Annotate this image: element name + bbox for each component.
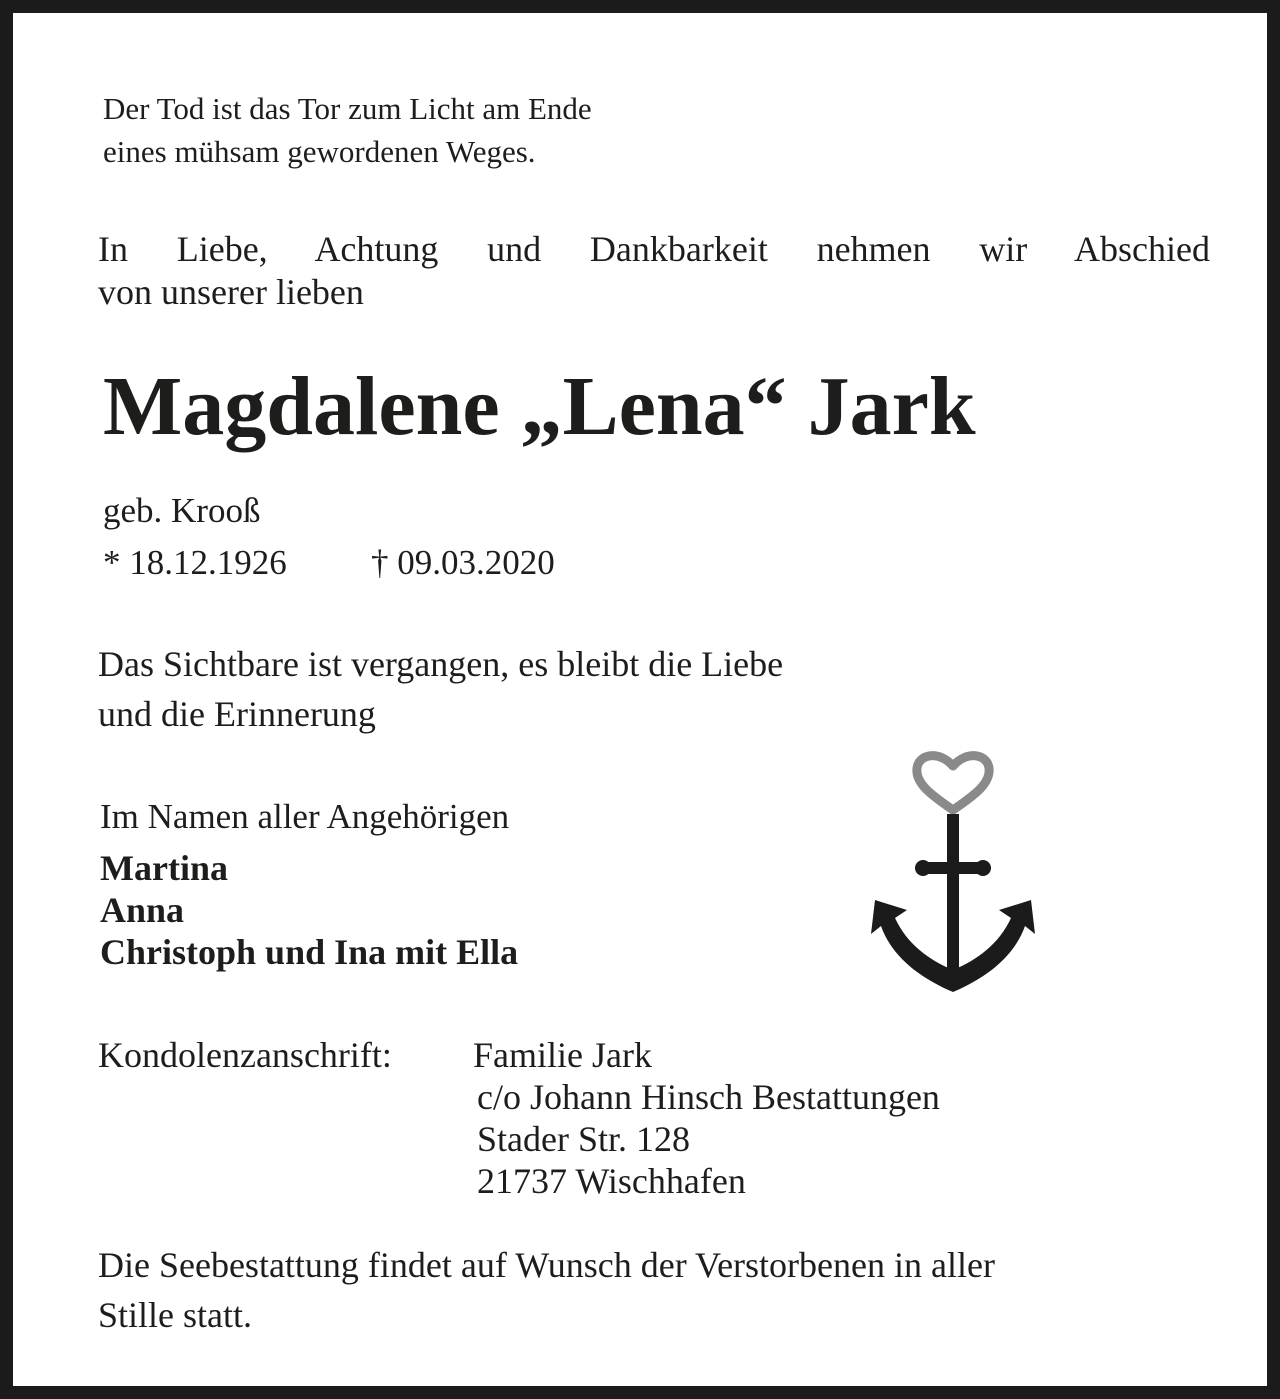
- deceased-name: Magdalene „Lena“ Jark: [103, 360, 976, 453]
- death-date: † 09.03.2020: [371, 543, 555, 582]
- mourner-name: Christoph und Ina mit Ella: [100, 932, 519, 972]
- final-note-line-1: Die Seebestattung findet auf Wunsch der Verstorbenen in aller: [98, 1245, 995, 1285]
- condolence-address-line: 21737 Wischhafen: [477, 1161, 746, 1201]
- verse-line-1: Das Sichtbare ist vergangen, es bleibt die Liebe: [98, 644, 784, 684]
- birth-date: * 18.12.1926: [103, 543, 287, 582]
- intro-line-1: In Liebe, Achtung und Dankbarkeit nehmen wir Abschied: [98, 229, 1210, 269]
- maiden-name: geb. Krooß: [103, 491, 261, 530]
- condolence-address-line: Stader Str. 128: [477, 1119, 690, 1159]
- mourner-name: Martina: [100, 848, 228, 888]
- condolence-address-line: c/o Johann Hinsch Bestattungen: [477, 1077, 940, 1117]
- condolence-label: Kondolenzanschrift:: [98, 1035, 392, 1075]
- mourners-intro: Im Namen aller Angehörigen: [100, 797, 510, 836]
- intro-line-2: von unserer lieben: [98, 272, 364, 312]
- anchor-stock: [923, 862, 983, 874]
- final-note-line-2: Stille statt.: [98, 1295, 253, 1335]
- heart-anchor-icon: [863, 748, 1043, 998]
- motto-line-1: Der Tod ist das Tor zum Licht am Ende: [103, 91, 592, 126]
- motto-line-2: eines mühsam gewordenen Weges.: [103, 134, 536, 169]
- verse-line-2: und die Erinnerung: [98, 694, 376, 734]
- mourner-name: Anna: [100, 890, 185, 930]
- anchor-shank: [947, 814, 959, 978]
- condolence-address-line: Familie Jark: [473, 1035, 652, 1075]
- heart-shape: [917, 756, 989, 810]
